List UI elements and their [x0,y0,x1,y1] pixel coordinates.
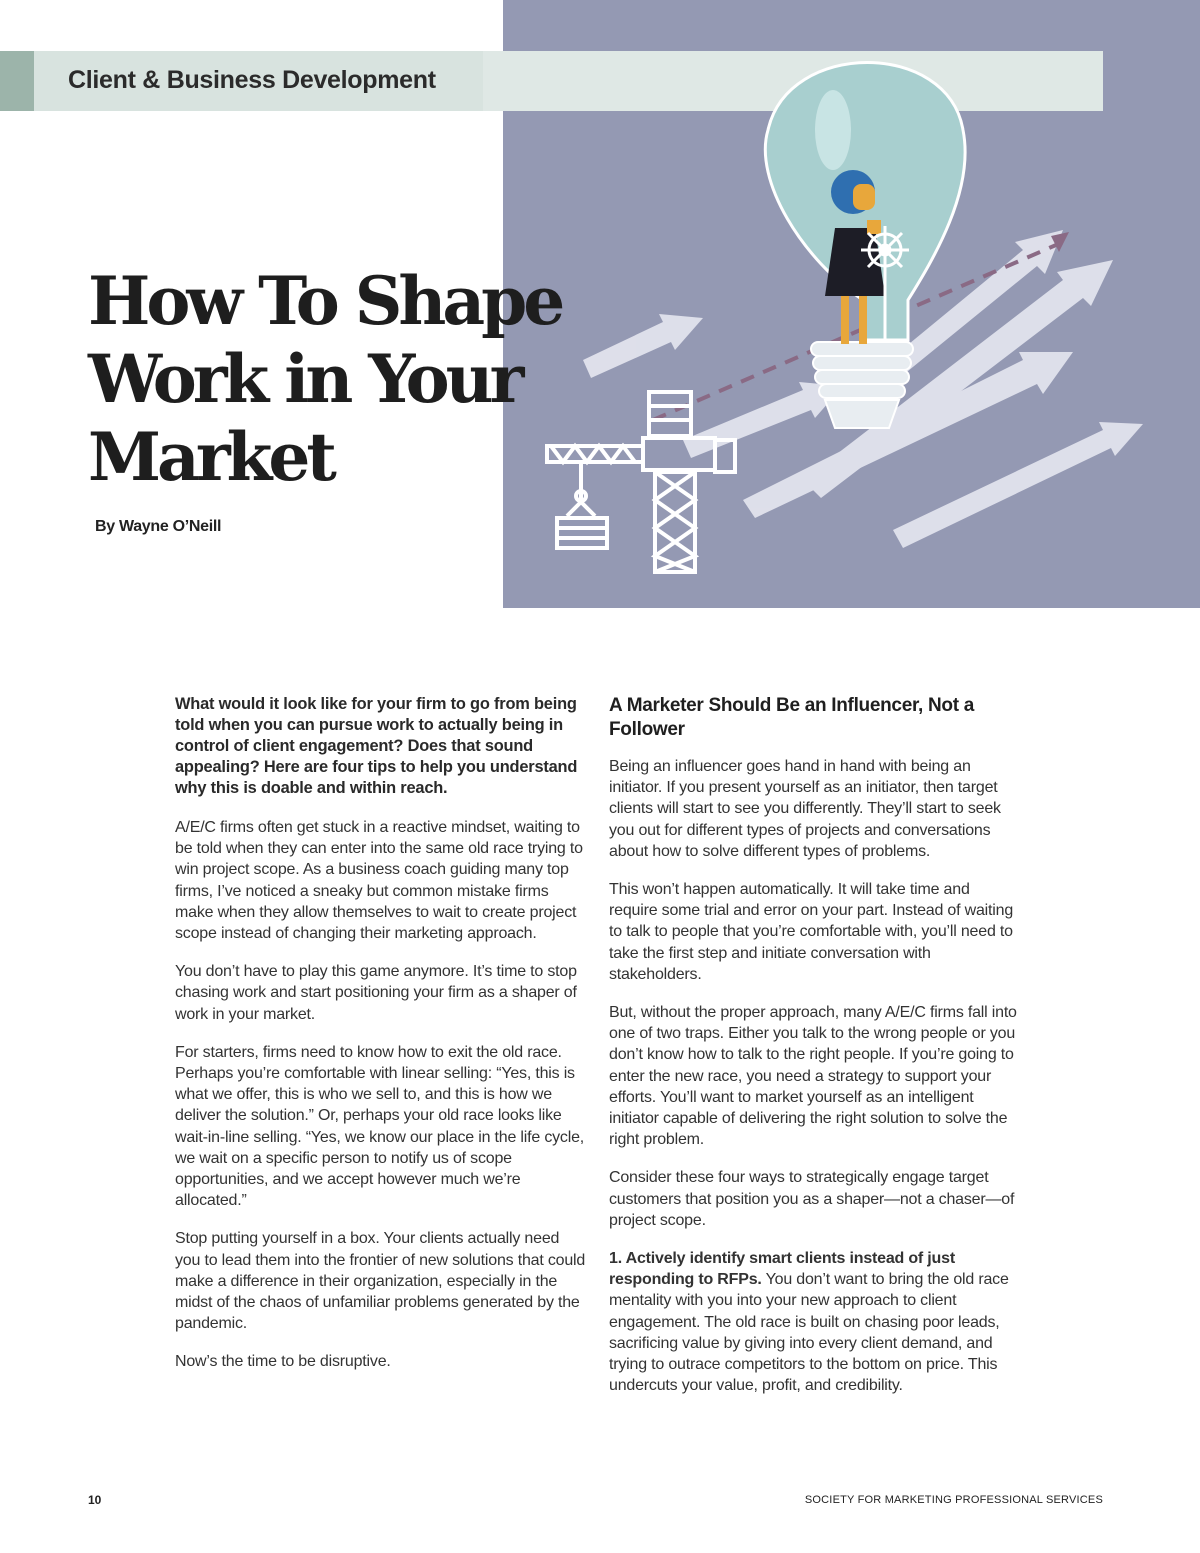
paragraph: This won’t happen automatically. It will take time and require some trial and error on your part. Instead of waiting to talk to people that you’re comfortable with, you’ll need to take the first step and initiate conversation with stakeholders. [609,881,1014,983]
article-column-right [609,694,1021,1413]
headline-line-1: How To Shape [88,262,562,340]
paragraph: You don’t have to play this game anymore. It’s time to stop chasing work and start positioning your firm as a shaper of work in your market. [175,963,577,1023]
headline-line-3: Market [88,418,333,496]
headline-line-2: Work in Your [88,340,521,418]
page-number: 10 [88,1493,102,1507]
paragraph: Stop putting yourself in a box. Your clients actually need you to lead them into the frontier of new solutions that could make a difference in their organization, especially in the midst of the chaos of unfamiliar problems generated by the pandemic. [175,1230,586,1333]
paragraph: Consider these four ways to strategically engage target customers that position you as a shaper—not a chaser—of project scope. [609,1169,1015,1229]
section-accent-block [0,51,34,111]
tip-body: You don’t want to bring the old race mentality with you into your new approach to client engagement. The old race is built on chasing poor leads, sacrificing value by giving into every client demand, and trying to outrace competitors to the bottom on price. This undercuts your value, profit, and credibility. [609,1271,1009,1395]
article-subhead: A Marketer Should Be an Influencer, Not a Follower [609,695,974,740]
section-title: Client & Business Development [68,66,436,94]
article-column-left [175,694,587,1390]
paragraph: Being an influencer goes hand in hand with being an initiator. If you present yourself as an initiator, then target clients will start to see you differently. They’ll start to seek you out for different types of projects and conversations about how to solve different types of problems. [609,758,1001,860]
article-headline [88,262,608,496]
paragraph: A/E/C firms often get stuck in a reactive mindset, waiting to be told when they can enter into the same old race trying to win project scope. As a business coach guiding many top firms, I’ve noticed a sneaky but common mistake firms make when they allow themselves to wait to create project scope instead of changing their marketing approach. [175,819,583,943]
paragraph: For starters, firms need to know how to exit the old race. Perhaps you’re comfortable with linear selling: “Yes, this is what we offer, this is who we sell to, and this is how we deliver the solution.” Or, perhaps your old race looks like wait-in-line selling. “Yes, we know our place in the life cycle, we wait on a specific person to notify us of scope opportunities, and we accept however much we’re allocated.” [175,1043,585,1210]
tip-lead: 1. Actively identify smart clients instead of just responding to RFPs. [609,1250,955,1289]
tip-paragraph [609,1248,1021,1396]
byline: By Wayne O’Neill [95,518,222,535]
paragraph: Now’s the time to be disruptive. [175,1353,391,1371]
article-lede: What would it look like for your firm to go from being told when you can pursue work to actually being in control of client engagement? Does that sound appealing? Here are four tips to help you understand why this is doable and within reach. [175,695,578,797]
paragraph: But, without the proper approach, many A/E/C firms fall into one of two traps. Either you talk to the wrong people or you don’t know how to talk to the right people. If you’re going to enter the new race, you need a strategy to support your efforts. You’ll want to market yourself as an intelligent initiator capable of delivering the right solution to solve the right problem. [609,1004,1017,1149]
publication-name: SOCIETY FOR MARKETING PROFESSIONAL SERVICES [804,1494,1103,1506]
